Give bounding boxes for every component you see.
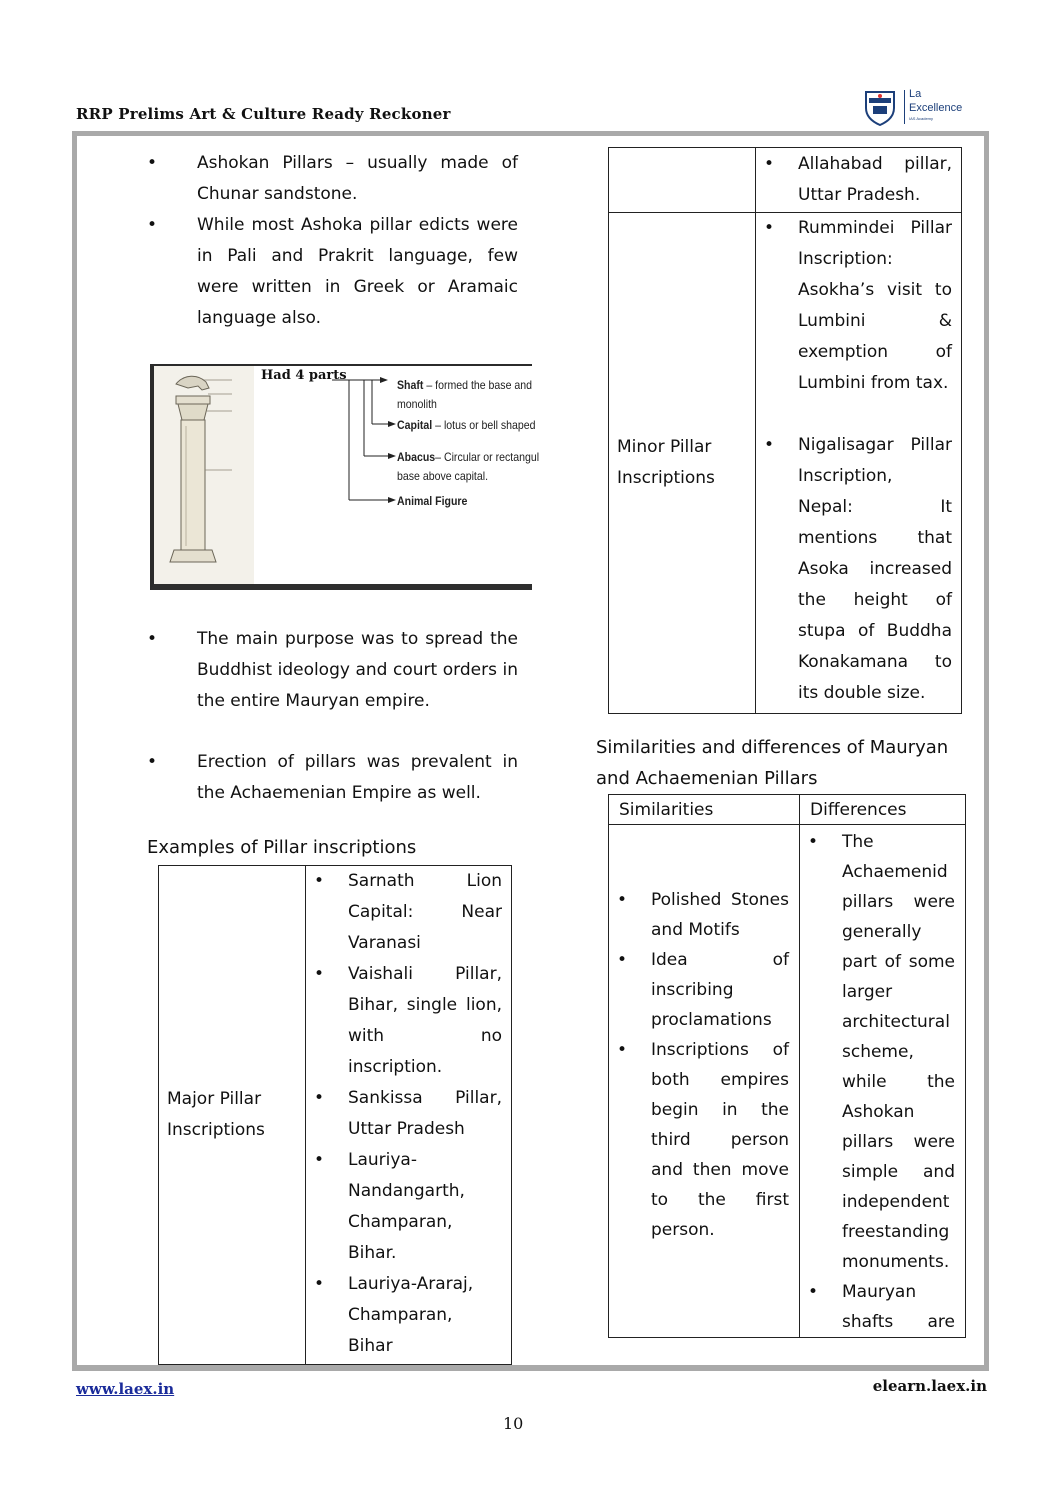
- document-header-title: RRP Prelims Art & Culture Ready Reckoner: [76, 105, 451, 123]
- list-item: • Inscriptions of both empires begin in the third person and then move to the first person.: [617, 1040, 789, 1240]
- list-item: • Idea of inscribing proclamations: [617, 950, 789, 1030]
- list-item: • Lauriya-Nandangarth, Champaran, Bihar.: [314, 1150, 465, 1263]
- diagram-heading: Had 4 parts: [261, 368, 347, 383]
- similarities-cell: [609, 825, 800, 1338]
- comparison-table: [608, 794, 966, 1338]
- page-number: 10: [503, 1414, 524, 1433]
- bullet-chunar-sandstone: [147, 148, 518, 210]
- list-item: • Mauryan shafts are: [808, 1282, 955, 1332]
- comparison-heading: Similarities and differences of Mauryan and Achaemenian Pillars: [596, 737, 949, 789]
- list-item: • Sankissa Pillar, Uttar Pradesh: [314, 1088, 502, 1139]
- list-item: • Polished Stones and Motifs: [617, 890, 789, 940]
- la-excellence-logo: [862, 86, 982, 128]
- header-differences: Differences: [800, 795, 966, 825]
- list-item: • Nigalisagar Pillar Inscription, Nepal: It mentions that Asoka increased the height of stupa of Buddha Konakamana to its double size.: [764, 435, 952, 703]
- list-item: • Vaishali Pillar, Bihar, single lion, with no inscription.: [314, 964, 502, 1077]
- diagram-label-abacus: Abacus– Circular or rectangul base above capital.: [397, 450, 540, 483]
- bullet-achaemenian: [147, 747, 518, 809]
- diagram-label-shaft: Shaft – formed the base and monolith: [397, 378, 533, 411]
- bullet-dot: •: [147, 752, 158, 772]
- diagram-label-capital: Capital – lotus or bell shaped: [397, 418, 536, 432]
- examples-heading: Examples of Pillar inscriptions: [147, 837, 417, 858]
- bullet-text: Erection of pillars was prevalent in the Achaemenian Empire as well.: [197, 752, 518, 803]
- minor-pillar-top-cell: [756, 148, 962, 213]
- bullet-pillar-languages: [147, 210, 518, 334]
- logo-text-excellence: Excellence: [909, 102, 963, 114]
- list-item: • The Achaemenid pillars were generally part of some larger architectural scheme, while the Ashokan pillars were simple and independent freestanding monuments.: [808, 832, 955, 1272]
- bullet-text: Ashokan Pillars – usually made of Chunar sandstone.: [197, 153, 518, 204]
- logo-text-tagline: IAS Academy: [909, 116, 934, 121]
- diagram-label-animal-figure: Animal Figure: [397, 494, 468, 508]
- website-link[interactable]: www.laex.in: [76, 1380, 175, 1398]
- bullet-dot: •: [147, 215, 158, 235]
- list-item: • Allahabad pillar, Uttar Pradesh.: [764, 154, 952, 205]
- list-item: • Sarnath Lion Capital: Near Varanasi: [314, 871, 502, 953]
- bullet-text: The main purpose was to spread the Buddhist ideology and court orders in the entire Mauryan empire.: [197, 629, 518, 711]
- minor-pillar-list: [756, 213, 962, 714]
- bullet-dot: •: [147, 629, 158, 649]
- differences-cell: [800, 825, 966, 1338]
- header-similarities: Similarities: [609, 795, 800, 825]
- major-pillar-list: [306, 866, 512, 1365]
- bullet-main-purpose: [147, 624, 518, 748]
- minor-pillar-label: Minor Pillar Inscriptions: [609, 213, 756, 714]
- elearn-site-text: elearn.laex.in: [872, 1377, 987, 1395]
- minor-pillar-table: [608, 147, 962, 714]
- list-item: • Rummindei Pillar Inscription: Asokha’s visit to Lumbini & exemption of Lumbini from tax.: [764, 218, 952, 393]
- list-item: • Lauriya-Araraj, Champaran, Bihar: [314, 1274, 474, 1356]
- major-pillar-table: [158, 865, 512, 1365]
- logo-text-la: La: [909, 88, 922, 100]
- major-pillar-label: Major Pillar Inscriptions: [159, 866, 306, 1365]
- pillar-parts-diagram: [150, 364, 540, 590]
- bullet-text: While most Ashoka pillar edicts were in Pali and Prakrit language, few were written in Greek or Aramaic language also.: [197, 215, 518, 328]
- shield-icon: [862, 88, 898, 126]
- bullet-dot: •: [147, 153, 158, 173]
